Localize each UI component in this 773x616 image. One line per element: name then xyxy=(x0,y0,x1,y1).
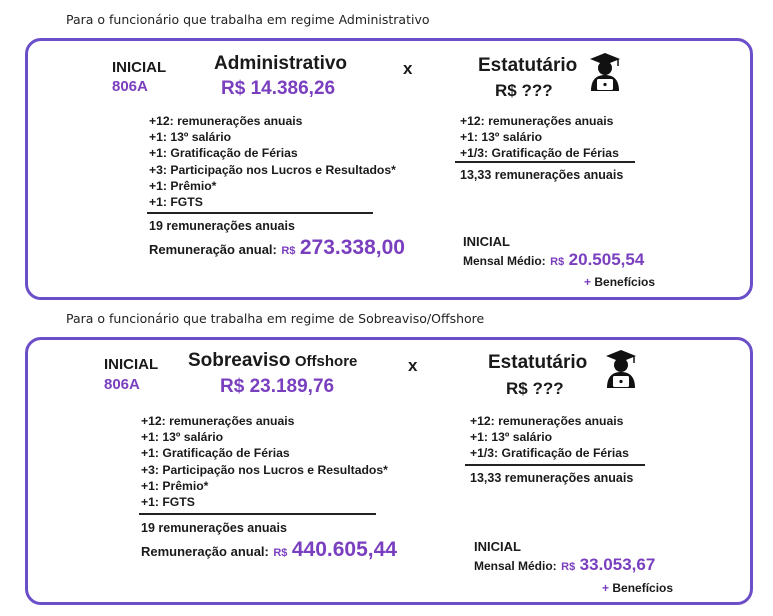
list-item: +1: Gratificação de Férias xyxy=(141,446,290,461)
annual-remuneration xyxy=(141,538,397,562)
inicial-label-2: INICIAL xyxy=(474,539,521,554)
regime-value: R$ 23.189,76 xyxy=(220,376,335,397)
regime-title: Administrativo xyxy=(214,53,348,74)
mensal-label: Mensal Médio: xyxy=(463,254,546,268)
monthly-average xyxy=(463,250,644,270)
mensal-currency: R$ xyxy=(550,256,565,268)
estatutario-title: Estatutário xyxy=(488,352,588,373)
list-item: +12: remunerações anuais xyxy=(470,414,624,428)
left-total: 19 remunerações anuais xyxy=(149,219,295,233)
left-item-list xyxy=(149,113,396,210)
list-item: +1: 13º salário xyxy=(470,430,553,445)
list-item: +1: 13º salário xyxy=(149,130,232,145)
right-total: 13,33 remunerações anuais xyxy=(460,168,624,182)
list-item: +1/3: Gratificação de Férias xyxy=(470,446,629,461)
list-item: +12: remunerações anuais xyxy=(460,114,614,128)
list-item: +3: Participação nos Lucros e Resultados* xyxy=(141,462,388,477)
list-item: +12: remunerações anuais xyxy=(141,414,295,428)
annual-currency: R$ xyxy=(281,245,296,257)
list-item: +1: Prêmio* xyxy=(149,178,217,193)
graduate-laptop-icon xyxy=(588,51,622,93)
beneficios-label: Benefícios xyxy=(612,581,674,595)
versus-mark: x xyxy=(408,356,418,375)
mensal-value: 33.053,67 xyxy=(579,555,656,574)
left-sum-divider xyxy=(147,212,373,214)
beneficios-plus: + xyxy=(584,275,592,289)
annual-label: Remuneração anual: xyxy=(141,544,269,559)
list-item: +1: FGTS xyxy=(141,495,195,510)
inicial-code: 806A xyxy=(112,78,148,95)
estatutario-value: R$ ??? xyxy=(495,81,553,100)
inicial-code: 806A xyxy=(104,376,140,393)
list-item: +1: Prêmio* xyxy=(141,478,209,493)
annual-currency: R$ xyxy=(273,547,288,559)
regime-title-group xyxy=(188,350,357,372)
annual-value: 273.338,00 xyxy=(299,236,405,259)
inicial-label: INICIAL xyxy=(104,356,159,373)
left-total: 19 remunerações anuais xyxy=(141,521,287,535)
card-sobreaviso-offshore xyxy=(25,337,753,605)
estatutario-title: Estatutário xyxy=(478,55,578,76)
mensal-currency: R$ xyxy=(561,561,576,573)
regime-subtitle: Offshore xyxy=(294,353,358,370)
right-sum-divider xyxy=(455,161,635,163)
right-item-list xyxy=(470,413,629,462)
mensal-value: 20.505,54 xyxy=(568,250,645,269)
beneficios-plus: + xyxy=(602,581,610,595)
list-item: +1/3: Gratificação de Férias xyxy=(460,146,619,161)
list-item: +3: Participação nos Lucros e Resultados* xyxy=(149,162,396,177)
mensal-label: Mensal Médio: xyxy=(474,559,557,573)
caption-sobreaviso: Para o funcionário que trabalha em regime de Sobreaviso/Offshore xyxy=(66,311,485,326)
right-item-list xyxy=(460,113,619,162)
caption-administrativo: Para o funcionário que trabalha em regime Administrativo xyxy=(66,12,430,27)
annual-remuneration xyxy=(149,236,405,260)
inicial-label: INICIAL xyxy=(112,59,167,76)
left-sum-divider xyxy=(139,513,376,515)
monthly-average xyxy=(474,555,655,575)
list-item: +1: 13º salário xyxy=(460,130,543,145)
inicial-label-2: INICIAL xyxy=(463,234,510,249)
right-sum-divider xyxy=(465,464,645,466)
left-item-list xyxy=(141,413,388,510)
estatutario-value: R$ ??? xyxy=(506,379,564,398)
beneficios xyxy=(584,275,655,289)
list-item: +12: remunerações anuais xyxy=(149,114,303,128)
right-total: 13,33 remunerações anuais xyxy=(470,471,634,485)
versus-mark: x xyxy=(403,59,413,78)
list-item: +1: Gratificação de Férias xyxy=(149,146,298,161)
graduate-laptop-icon xyxy=(604,348,638,390)
regime-title: Sobreaviso xyxy=(188,350,291,371)
beneficios xyxy=(602,581,673,595)
list-item: +1: FGTS xyxy=(149,195,203,210)
beneficios-label: Benefícios xyxy=(594,275,656,289)
annual-value: 440.605,44 xyxy=(291,538,397,561)
list-item: +1: 13º salário xyxy=(141,430,224,445)
regime-value: R$ 14.386,26 xyxy=(221,78,336,99)
card-administrativo xyxy=(25,38,753,300)
annual-label: Remuneração anual: xyxy=(149,242,277,257)
